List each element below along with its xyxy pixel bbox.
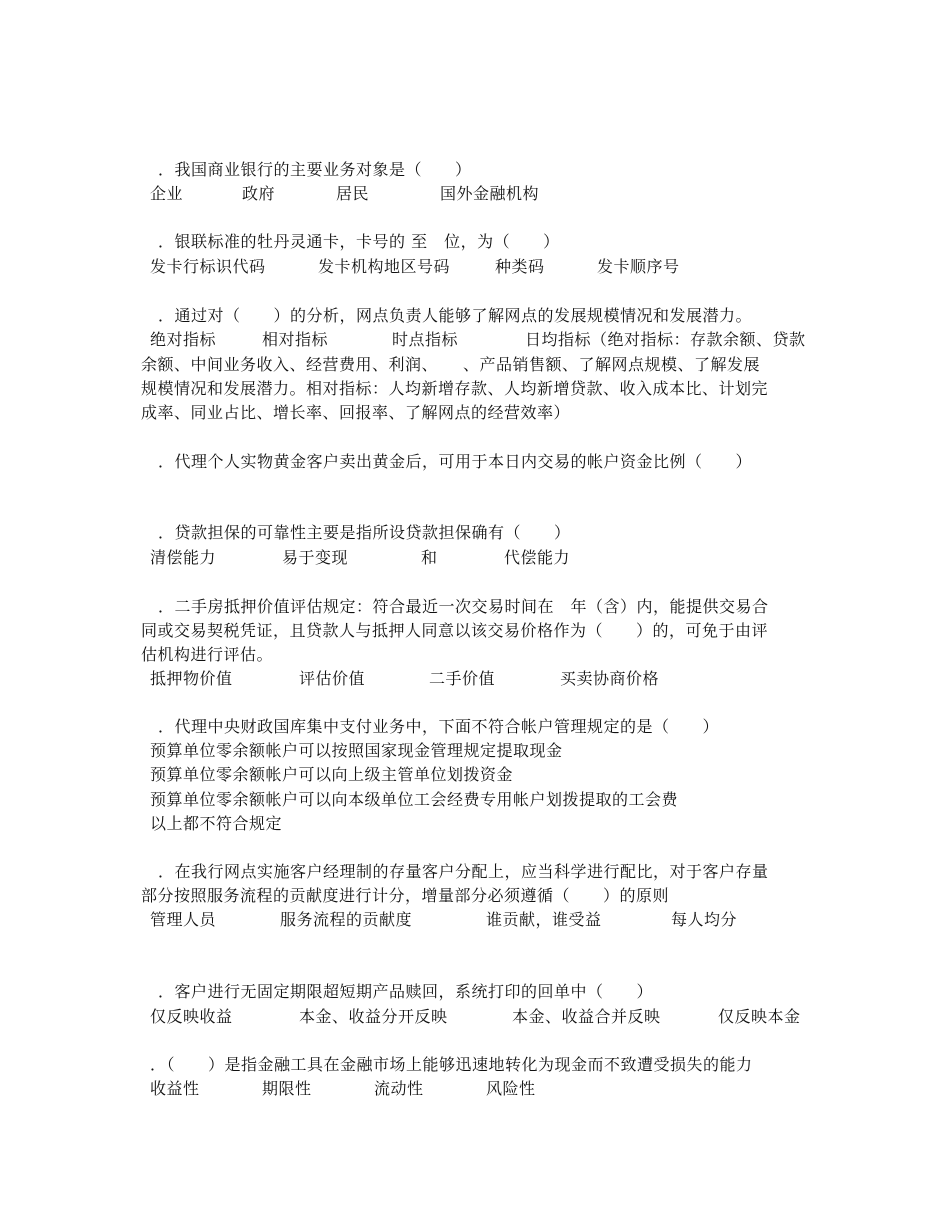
question-7-stem: ．代理中央财政国库集中支付业务中，下面不符合帐户管理规定的是（ ） xyxy=(158,717,720,736)
question-2-option-1: 发卡行标识代码 xyxy=(150,257,266,276)
question-6-option-4: 买卖协商价格 xyxy=(560,669,660,688)
question-2-stem: ．银联标准的牡丹灵通卡，卡号的 至 位，为（ ） xyxy=(158,232,560,251)
question-3-option-2: 相对指标 xyxy=(262,330,329,349)
question-3-option-4: 日均指标（绝对指标：存款余额、贷款 xyxy=(525,330,806,349)
question-8-option-3: 谁贡献，谁受益 xyxy=(486,910,602,929)
question-5-option-3: 和 xyxy=(421,548,438,567)
question-9-stem: ．客户进行无固定期限超短期产品赎回，系统打印的回单中（ ） xyxy=(158,982,654,1001)
question-1-stem: ．我国商业银行的主要业务对象是（ ） xyxy=(158,160,472,179)
question-6-stem-1: ．二手房抵押价值评估规定：符合最近一次交易时间在 年（含）内，能提供交易合 xyxy=(158,597,769,616)
question-6-stem-2: 同或交易契税凭证，且贷款人与抵押人同意以该交易价格作为（ ）的，可免于由评 xyxy=(141,621,769,640)
question-10-stem: ．（ ）是指金融工具在金融市场上能够迅速地转化为现金而不致遭受损失的能力 xyxy=(150,1055,753,1074)
question-3-continuation-2: 规模情况和发展潜力。相对指标：人均新增存款、人均新增贷款、收入成本比、计划完 xyxy=(141,379,769,398)
question-2-option-4: 发卡顺序号 xyxy=(597,257,680,276)
question-1-option-4: 国外金融机构 xyxy=(440,184,540,203)
question-8-stem-2: 部分按照服务流程的贡献度进行计分，增量部分必须遵循（ ）的原则 xyxy=(141,886,670,905)
question-10-option-3: 流动性 xyxy=(374,1079,424,1098)
question-4-stem: ．代理个人实物黄金客户卖出黄金后，可用于本日内交易的帐户资金比例（ ） xyxy=(158,452,753,471)
question-5-stem: ．贷款担保的可靠性主要是指所设贷款担保确有（ ） xyxy=(158,523,571,542)
question-2-option-3: 种类码 xyxy=(495,257,545,276)
question-2-option-2: 发卡机构地区号码 xyxy=(318,257,451,276)
question-7-option-1: 预算单位零余额帐户可以按照国家现金管理规定提取现金 xyxy=(150,741,563,760)
question-6-option-2: 评估价值 xyxy=(299,669,366,688)
question-10-option-4: 风险性 xyxy=(486,1079,536,1098)
question-7-option-2: 预算单位零余额帐户可以向上级主管单位划拨资金 xyxy=(150,765,514,784)
question-3-continuation-1: 余额、中间业务收入、经营费用、利润、 、产品销售额、了解网点规模、了解发展 xyxy=(141,355,761,374)
question-3-continuation-3: 成率、同业占比、增长率、回报率、了解网点的经营效率） xyxy=(141,403,571,422)
question-3-option-3: 时点指标 xyxy=(392,330,459,349)
question-8-stem-1: ．在我行网点实施客户经理制的存量客户分配上，应当科学进行配比，对于客户存量 xyxy=(158,862,769,881)
question-7-option-3: 预算单位零余额帐户可以向本级单位工会经费专用帐户划拨提取的工会费 xyxy=(150,790,679,809)
question-9-option-3: 本金、收益合并反映 xyxy=(512,1007,661,1026)
question-8-option-4: 每人均分 xyxy=(671,910,738,929)
question-7-option-4: 以上都不符合规定 xyxy=(150,814,283,833)
question-9-option-4: 仅反映本金 xyxy=(718,1007,801,1026)
question-1-option-2: 政府 xyxy=(242,184,276,203)
question-10-option-2: 期限性 xyxy=(262,1079,312,1098)
question-8-option-2: 服务流程的贡献度 xyxy=(280,910,413,929)
question-5-option-1: 清偿能力 xyxy=(150,548,217,567)
question-6-stem-3: 估机构进行评估。 xyxy=(141,645,274,664)
question-3-option-1: 绝对指标 xyxy=(150,330,217,349)
question-5-option-2: 易于变现 xyxy=(282,548,349,567)
question-3-stem: ．通过对（ ）的分析，网点负责人能够了解网点的发展规模情况和发展潜力。 xyxy=(158,306,753,325)
question-6-option-1: 抵押物价值 xyxy=(150,669,233,688)
question-6-option-3: 二手价值 xyxy=(429,669,496,688)
question-8-option-1: 管理人员 xyxy=(150,910,217,929)
question-1-option-3: 居民 xyxy=(336,184,370,203)
question-1-option-1: 企业 xyxy=(150,184,184,203)
question-5-option-4: 代偿能力 xyxy=(504,548,571,567)
question-10-option-1: 收益性 xyxy=(150,1079,200,1098)
question-9-option-2: 本金、收益分开反映 xyxy=(299,1007,448,1026)
question-9-option-1: 仅反映收益 xyxy=(150,1007,233,1026)
